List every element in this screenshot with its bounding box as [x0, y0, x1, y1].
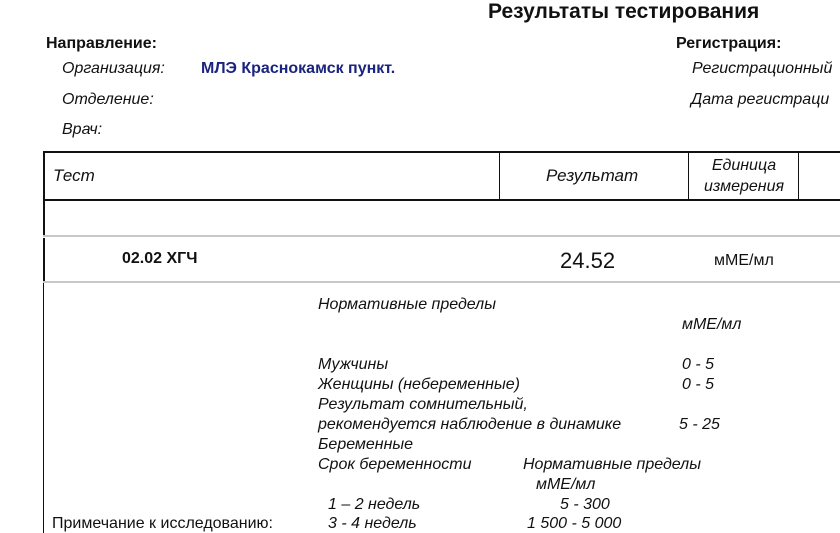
table-col-divider-3: [798, 151, 799, 201]
norm-header: Нормативные пределы: [523, 456, 701, 473]
doctor-label: Врач:: [62, 121, 103, 138]
data-row-bottom-border: [43, 281, 840, 283]
doubtful-line1: Результат сомнительный,: [318, 396, 528, 413]
registration-number-label: Регистрационный: [692, 60, 833, 77]
table-top-border: [43, 151, 840, 153]
women-range: 0 - 5: [682, 376, 715, 393]
organization-value: МЛЭ Краснокамск пункт.: [201, 60, 396, 77]
department-label: Отделение:: [62, 91, 154, 108]
table-col-divider-1: [499, 151, 500, 201]
organization-label: Организация:: [62, 60, 165, 77]
header-unit-line1: Единица: [711, 157, 777, 174]
spacer-row-bottom-border: [43, 235, 840, 237]
week-row-term: 1 – 2 недель: [328, 496, 421, 513]
week-row-range: 5 - 300: [560, 496, 610, 513]
header-unit: [690, 155, 798, 197]
spacer-row-left-border: [43, 201, 45, 235]
women-label: Женщины (небеременные): [318, 376, 520, 393]
week-row-range: 1 500 - 5 000: [527, 515, 622, 532]
table-col-divider-2: [688, 151, 689, 201]
reference-unit: мМЕ/мл: [682, 316, 742, 333]
norm-unit: мМЕ/мл: [536, 476, 596, 493]
reference-heading: Нормативные пределы: [318, 296, 496, 313]
registration-date-label: Дата регистраци: [691, 91, 830, 108]
doubtful-line2: рекомендуется наблюдение в динамике: [318, 416, 622, 433]
pregnant-label: Беременные: [318, 436, 414, 453]
data-row-left-border: [43, 238, 45, 282]
header-test: Тест: [53, 166, 95, 185]
direction-heading: Направление:: [46, 35, 157, 52]
table-row-unit: мМЕ/мл: [714, 252, 774, 269]
table-header-bottom-border: [43, 199, 840, 201]
term-header: Срок беременности: [318, 456, 472, 473]
header-unit-line2: измерения: [703, 178, 785, 195]
table-left-border-lower: [43, 283, 44, 533]
header-result: Результат: [546, 166, 639, 185]
men-range: 0 - 5: [682, 356, 715, 373]
doubtful-range: 5 - 25: [679, 416, 720, 433]
table-row-test: 02.02 ХГЧ: [122, 250, 198, 267]
registration-heading: Регистрация:: [676, 35, 782, 52]
week-row-term: 3 - 4 недель: [328, 515, 417, 532]
men-label: Мужчины: [318, 356, 389, 373]
table-left-border: [43, 151, 45, 201]
page-title: Результаты тестирования: [488, 0, 760, 23]
table-row-result: 24.52: [560, 248, 616, 273]
note-label: Примечание к исследованию:: [52, 515, 273, 532]
